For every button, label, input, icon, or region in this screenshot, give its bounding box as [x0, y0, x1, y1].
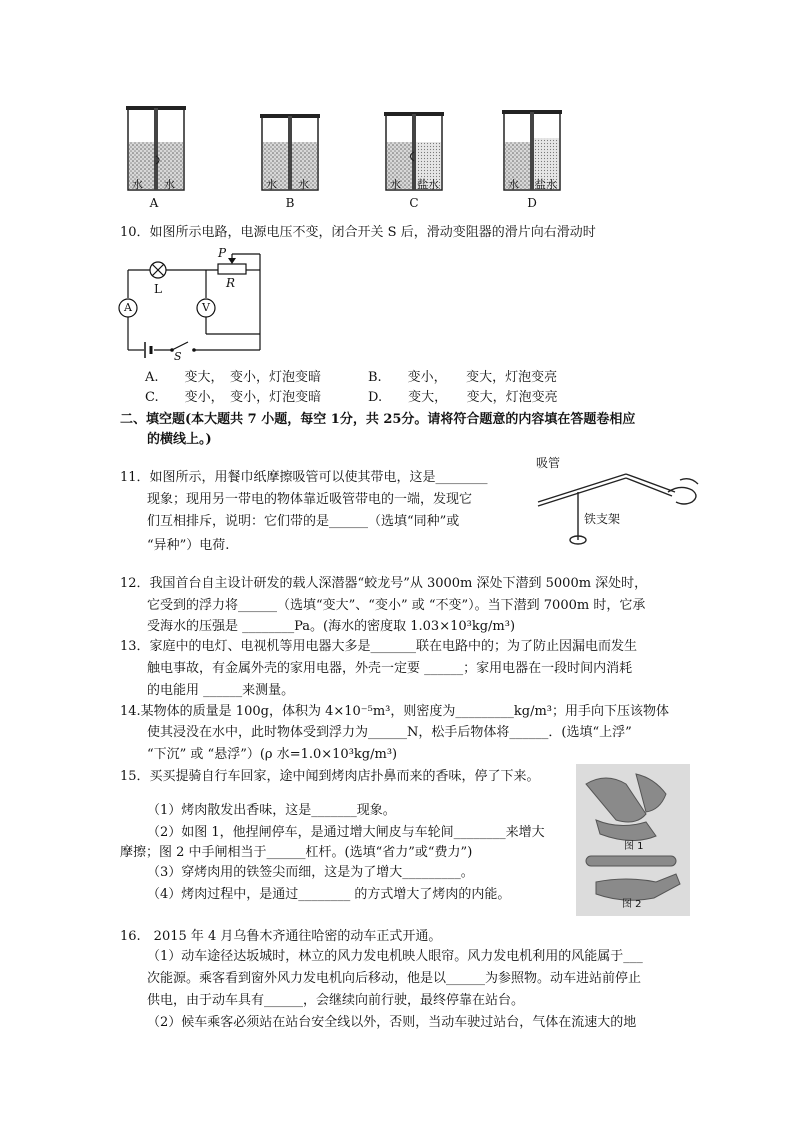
circuit-label-s: S — [174, 350, 182, 363]
q16-part1-line1: （1）动车途径达坂城时，林立的风力发电机映人眼帘。风力发电机利用的风能属于___ — [147, 949, 643, 964]
section2-heading-line1: 二、填空题(本大题共 7 小题，每空 1分，共 25分。请将符合题意的内容填在答题卷相应 — [120, 412, 636, 427]
circuit-diagram — [118, 246, 268, 361]
fig1-label: 图 1 — [624, 841, 644, 852]
q16-stem: 16. 2015 年 4 月乌鲁木齐通往哈密的动车正式开通。 — [120, 929, 442, 944]
section2-heading-line2: 的横线上。) — [147, 432, 212, 447]
q10-option-c: C. 变小， 变小，灯泡变暗 — [145, 390, 322, 405]
beaker-a-right-label: 水 — [164, 178, 175, 191]
circuit-label-l: L — [154, 282, 162, 296]
beaker-a-letter: A — [149, 196, 159, 210]
q15-part2-line2: 摩擦；图 2 中手闸相当于______杠杆。(选填“省力”或“费力”) — [120, 845, 473, 860]
q11-line1: 11．如图所示，用餐巾纸摩擦吸管可以使其带电，这是________ — [120, 470, 488, 485]
circuit-svg — [118, 246, 268, 361]
beaker-d-letter: D — [527, 196, 537, 210]
q14-line2: 使其浸没在水中，此时物体受到浮力为______N，松手后物体将______．(选填“上浮” — [147, 725, 632, 740]
q11-line2: 现象；现用另一带电的物体靠近吸管带电的一端，发现它 — [147, 492, 473, 507]
q11-line4: “异种”）电荷. — [147, 538, 230, 553]
beaker-b-right-label: 水 — [298, 178, 309, 191]
straw-figure — [530, 452, 710, 552]
q15-part3: （3）穿烤肉用的铁签尖而细，这是为了增大_________。 — [147, 865, 474, 880]
beaker-a-left-label: 水 — [132, 178, 143, 191]
beaker-d-right-label: 盐水 — [535, 178, 557, 191]
q10-option-a: A. 变大， 变小，灯泡变暗 — [145, 370, 322, 385]
beaker-c-letter: C — [409, 196, 419, 210]
q16-part2: （2）候车乘客必须站在站台安全线以外，否则，当动车驶过站台，气体在流速大的地 — [147, 1015, 637, 1030]
q10-stem: 10．如图所示电路，电源电压不变，闭合开关 S 后，滑动变阻器的滑片向右滑动时 — [120, 225, 596, 240]
q10-option-d: D. 变大， 变大，灯泡变亮 — [368, 390, 558, 405]
brake-figure — [576, 764, 690, 916]
beaker-c-right-label: 盐水 — [417, 178, 439, 191]
beaker-b-left-label: 水 — [266, 178, 277, 191]
fig2-label: 图 2 — [622, 899, 642, 910]
q13-line3: 的电能用 ______来测量。 — [147, 683, 295, 698]
beaker-b-letter: B — [285, 196, 295, 210]
stand-label: 铁支架 — [584, 512, 621, 526]
straw-label: 吸管 — [536, 456, 561, 470]
q16-part1-line3: 供电，由于动车具有______，会继续向前行驶，最终停靠在站台。 — [147, 993, 525, 1008]
beakers-figure — [120, 100, 680, 218]
q13-line2: 触电事故，有金属外壳的家用电器，外壳一定要 ______；家用电器在一段时间内消耗 — [147, 661, 633, 676]
q13-line1: 13．家庭中的电灯、电视机等用电器大多是_______联在电路中的；为了防止因漏电而发生 — [120, 639, 638, 654]
q12-line1: 12．我国首台自主设计研发的载人深潜器“蛟龙号”从 3000m 深处下潜到 5000m 深处时， — [120, 576, 648, 591]
beaker-d-left-label: 水 — [508, 178, 519, 191]
circuit-label-a: A — [124, 301, 132, 314]
circuit-label-v: V — [202, 301, 210, 314]
q12-line3: 受海水的压强是 ________Pa。(海水的密度取 1.03×10³kg/m³) — [147, 619, 516, 634]
q15-stem: 15．买买提骑自行车回家，途中闻到烤肉店扑鼻而来的香味，停了下来。 — [120, 769, 540, 784]
q15-part2-line1: （2）如图 1，他捏闸停车，是通过增大闸皮与车轮间________来增大 — [147, 825, 545, 840]
q10-option-b: B. 变小， 变大，灯泡变亮 — [368, 370, 558, 385]
circuit-label-r: R — [226, 276, 236, 290]
q11-line3: 们互相排斥，说明：它们带的是______（选填“同种”或 — [147, 514, 460, 529]
q14-line1: 14.某物体的质量是 100g，体积为 4×10⁻⁵m³，则密度为_________kg/m³；用手向下压该物体 — [120, 704, 670, 719]
circuit-label-p: P — [218, 246, 227, 260]
q15-part4: （4）烤肉过程中，是通过________ 的方式增大了烤肉的内能。 — [147, 887, 511, 902]
q12-line2: 它受到的浮力将______（选填“变大”、“变小” 或 “不变”）。当下潜到 7000m 时，它承 — [147, 598, 646, 613]
q14-line3: “下沉” 或 “悬浮”）(ρ 水=1.0×10³kg/m³) — [147, 747, 398, 762]
beaker-c-left-label: 水 — [390, 178, 401, 191]
q15-part1: （1）烤肉散发出香味，这是_______现象。 — [147, 803, 396, 818]
q16-part1-line2: 次能源。乘客看到窗外风力发电机向后移动，他是以______为参照物。动车进站前停止 — [147, 971, 642, 986]
